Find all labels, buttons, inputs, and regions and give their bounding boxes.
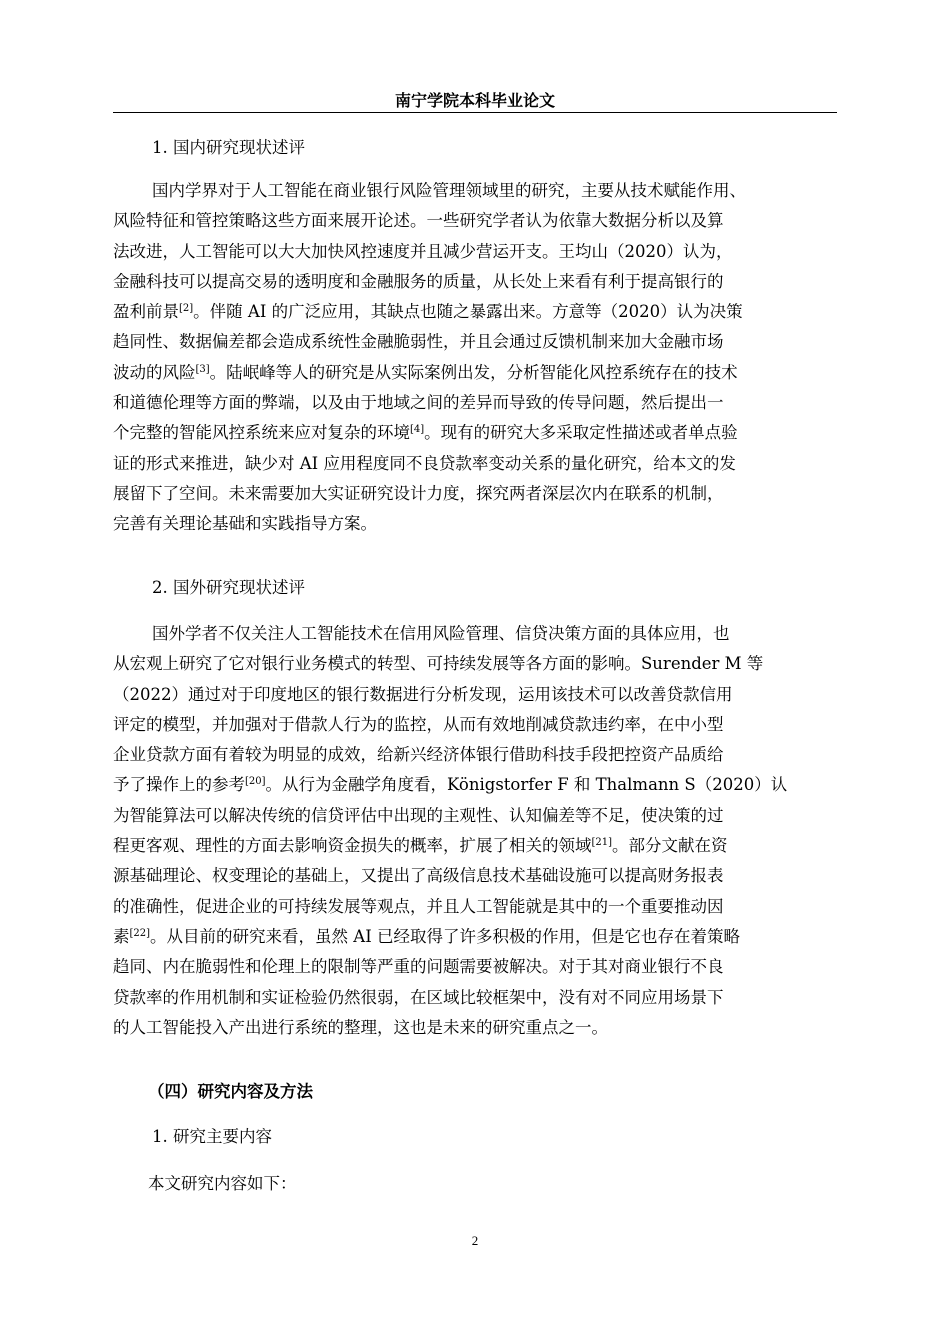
text-line: 风险特征和管控策略这些方面来展开论述。一些研究学者认为依靠大数据分析以及算	[113, 211, 724, 231]
text-line: 和道德伦理等方面的弊端，以及由于地域之间的差异而导致的传导问题，然后提出一	[113, 393, 724, 413]
text-span: 程更客观、理性的方面去影响资金损失的概率，扩展了相关的领域	[113, 836, 592, 856]
section-heading-research-content: （四）研究内容及方法	[148, 1082, 313, 1101]
text-span: 。现有的研究大多采取定性描述或者单点验	[424, 423, 738, 443]
text-span: 。伴随 AI 的广泛应用，其缺点也随之暴露出来。方意等（2020）认为决策	[193, 302, 743, 322]
body-text-intro: 本文研究内容如下：	[148, 1174, 297, 1193]
running-header: 南宁学院本科毕业论文	[113, 90, 837, 113]
text-line: 为智能算法可以解决传统的信贷评估中出现的主观性、认知偏差等不足，使决策的过	[113, 805, 724, 825]
citation-ref: [22]	[129, 927, 151, 939]
text-line: 评定的模型，并加强对于借款人行为的监控，从而有效地削减贷款违约率，在中小型	[113, 714, 724, 734]
text-line: 法改进，人工智能可以大大加快风控速度并且减少营运开支。王均山（2020）认为，	[113, 241, 733, 261]
text-line	[113, 418, 837, 448]
text-line: 趋同、内在脆弱性和伦理上的限制等严重的问题需要被解决。对于其对商业银行不良	[113, 957, 724, 977]
text-span: 素	[113, 926, 130, 946]
text-line	[113, 297, 837, 327]
paragraph-domestic-review	[113, 176, 837, 540]
section-heading-domestic: 1. 国内研究现状述评	[152, 138, 305, 157]
citation-ref: [20]	[245, 776, 266, 788]
text-line: 的准确性，促进企业的可持续发展等观点，并且人工智能就是其中的一个重要推动因	[113, 896, 724, 916]
text-line: 完善有关理论基础和实践指导方案。	[113, 514, 377, 534]
text-line	[113, 358, 837, 388]
text-line: 国外学者不仅关注人工智能技术在信用风险管理、信贷决策方面的具体应用，也	[152, 624, 730, 643]
page-number: 2	[471, 1233, 479, 1248]
text-line: 从宏观上研究了它对银行业务模式的转型、可持续发展等各方面的影响。Surender M 等	[113, 654, 764, 674]
text-span: 波动的风险	[113, 362, 196, 382]
text-line: 证的形式来推进，缺少对 AI 应用程度同不良贷款率变动关系的量化研究，给本文的发	[113, 453, 736, 473]
citation-ref: [3]	[195, 363, 210, 375]
text-line: 贷款率的作用机制和实证检验仍然很弱，在区域比较框架中，没有对不同应用场景下	[113, 987, 724, 1007]
text-span: 。从行为金融学角度看，Königstorfer F 和 Thalmann S（2020）认	[265, 775, 788, 795]
text-span: 个完整的智能风控系统来应对复杂的环境	[113, 423, 410, 443]
text-line	[113, 831, 837, 861]
text-span: 盈利前景	[113, 302, 179, 322]
text-line: （2022）通过对于印度地区的银行数据进行分析发现，运用该技术可以改善贷款信用	[113, 684, 733, 704]
text-span: 予了操作上的参考	[113, 775, 245, 795]
text-span: 。陆岷峰等人的研究是从实际案例出发，分析智能化风控系统存在的技术	[209, 362, 738, 382]
section-heading-foreign: 2. 国外研究现状述评	[152, 578, 305, 597]
subheading-main-content: 1. 研究主要内容	[152, 1127, 272, 1146]
text-line: 源基础理论、权变理论的基础上，又提出了高级信息技术基础设施可以提高财务报表	[113, 866, 724, 886]
citation-ref: [4]	[410, 424, 425, 436]
text-line: 企业贷款方面有着较为明显的成效，给新兴经济体银行借助科技手段把控资产品质给	[113, 745, 724, 765]
text-line: 国内学界对于人工智能在商业银行风险管理领域里的研究，主要从技术赋能作用、	[152, 181, 746, 200]
paragraph-foreign-review	[113, 619, 837, 1043]
text-span: 。部分文献在资	[612, 836, 728, 856]
citation-ref: [21]	[591, 837, 613, 849]
text-line: 趋同性、数据偏差都会造成系统性金融脆弱性，并且会通过反馈机制来加大金融市场	[113, 332, 724, 352]
text-line: 展留下了空间。未来需要加大实证研究设计力度，探究两者深层次内在联系的机制，	[113, 483, 724, 503]
citation-ref: [2]	[179, 303, 194, 315]
text-line	[113, 770, 837, 800]
text-line: 的人工智能投入产出进行系统的整理，这也是未来的研究重点之一。	[113, 1017, 608, 1037]
text-line	[113, 922, 837, 952]
text-line: 金融科技可以提高交易的透明度和金融服务的质量，从长处上来看有利于提高银行的	[113, 271, 724, 291]
text-span: 。从目前的研究来看，虽然 AI 已经取得了许多积极的作用，但是它也存在着策略	[150, 926, 740, 946]
